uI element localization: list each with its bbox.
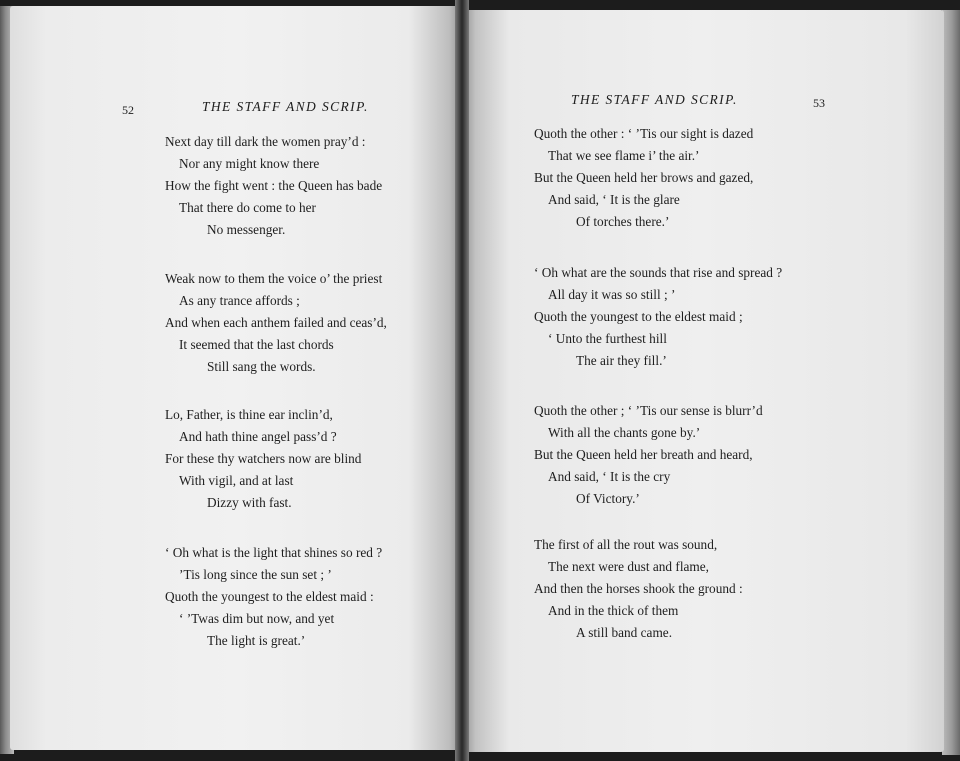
left-page-number: 52 xyxy=(122,103,134,117)
verse-line: Quoth the other ; ‘ ’Tis our sense is blurr’d xyxy=(534,403,763,418)
verse-line: And hath thine angel pass’d ? xyxy=(179,429,337,444)
verse-line: Quoth the youngest to the eldest maid : xyxy=(165,589,374,604)
verse-line: Quoth the other : ‘ ’Tis our sight is dazed xyxy=(534,126,754,141)
right-page-stack-edge xyxy=(942,10,960,755)
right-stanza-2 xyxy=(534,262,782,372)
left-stanza-2 xyxy=(165,268,387,378)
verse-line: Of Victory.’ xyxy=(576,491,640,506)
left-page xyxy=(10,6,463,750)
verse-line: But the Queen held her breath and heard, xyxy=(534,447,753,462)
verse-line: No messenger. xyxy=(207,222,286,237)
right-stanza-1 xyxy=(534,123,753,233)
verse-line: How the fight went : the Queen has bade xyxy=(165,178,383,193)
verse-line: The light is great.’ xyxy=(207,633,306,648)
verse-line: And in the thick of them xyxy=(548,603,679,618)
verse-line: All day it was so still ; ’ xyxy=(548,287,676,302)
right-running-header: THE STAFF AND SCRIP. xyxy=(571,92,738,107)
verse-line: Lo, Father, is thine ear inclin’d, xyxy=(165,407,333,422)
right-stanza-4 xyxy=(534,534,743,644)
verse-line: As any trance affords ; xyxy=(179,293,300,308)
verse-line: ‘ Unto the furthest hill xyxy=(548,331,667,346)
verse-line: And said, ‘ It is the cry xyxy=(548,469,671,484)
verse-line: Dizzy with fast. xyxy=(207,495,292,510)
verse-line: Of torches there.’ xyxy=(576,214,670,229)
verse-line: The next were dust and flame, xyxy=(548,559,709,574)
verse-line: A still band came. xyxy=(576,625,673,640)
right-page-number: 53 xyxy=(813,96,825,110)
verse-line: That we see flame i’ the air.’ xyxy=(548,148,700,163)
verse-line: With all the chants gone by.’ xyxy=(548,425,701,440)
verse-line: Still sang the words. xyxy=(207,359,316,374)
left-running-header: THE STAFF AND SCRIP. xyxy=(202,99,369,114)
book-gutter xyxy=(455,0,469,761)
verse-line: The first of all the rout was sound, xyxy=(534,537,718,552)
verse-line: But the Queen held her brows and gazed, xyxy=(534,170,754,185)
verse-line: It seemed that the last chords xyxy=(179,337,334,352)
verse-line: With vigil, and at last xyxy=(179,473,294,488)
left-stanza-1 xyxy=(165,131,382,241)
verse-line: Nor any might know there xyxy=(179,156,320,171)
right-page xyxy=(461,10,944,752)
verse-line: For these thy watchers now are blind xyxy=(165,451,362,466)
left-stanza-4 xyxy=(165,542,382,652)
left-stanza-3 xyxy=(165,404,361,514)
right-stanza-3 xyxy=(534,400,763,510)
verse-line: Quoth the youngest to the eldest maid ; xyxy=(534,309,743,324)
verse-line: And when each anthem failed and ceas’d, xyxy=(165,315,387,330)
verse-line: Next day till dark the women pray’d : xyxy=(165,134,366,149)
verse-line: The air they fill.’ xyxy=(576,353,667,368)
verse-line: ’Tis long since the sun set ; ’ xyxy=(179,567,332,582)
verse-line: Weak now to them the voice o’ the priest xyxy=(165,271,383,286)
verse-line: And said, ‘ It is the glare xyxy=(548,192,680,207)
verse-line: That there do come to her xyxy=(179,200,316,215)
verse-line: And then the horses shook the ground : xyxy=(534,581,743,596)
verse-line: ‘ Oh what is the light that shines so red ? xyxy=(165,545,383,560)
verse-line: ‘ ’Twas dim but now, and yet xyxy=(179,611,335,626)
verse-line: ‘ Oh what are the sounds that rise and spread ? xyxy=(534,265,783,280)
